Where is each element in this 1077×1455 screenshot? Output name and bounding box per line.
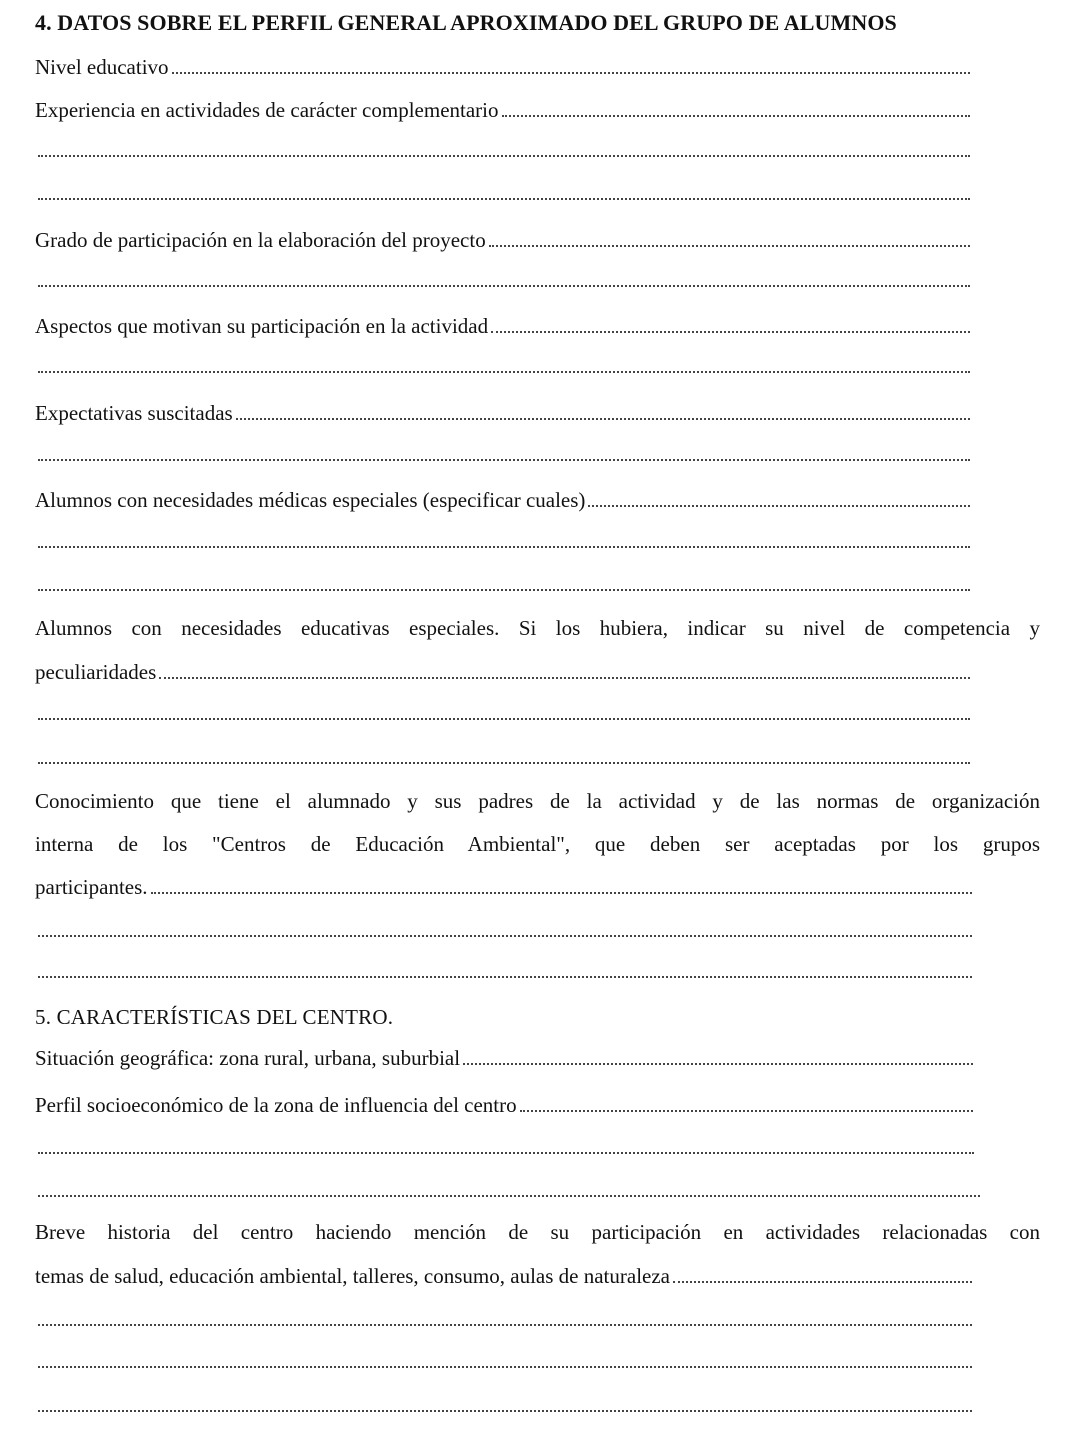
perfil-socio-label: Perfil socioeconómico de la zona de influencia del centro [35,1093,517,1117]
nee-label: peculiaridades [35,660,157,684]
necesidades-medicas-blank-line-2[interactable] [38,589,970,591]
fill-line [491,331,970,333]
nivel-educativo-label: Nivel educativo [35,55,169,79]
perfil-socio-field[interactable] [35,1092,973,1118]
experiencia-blank-line-1[interactable] [38,155,970,157]
fill-line [463,1063,973,1065]
historia-label: temas de salud, educación ambiental, talleres, consumo, aulas de naturaleza [35,1264,670,1288]
conocimiento-line-2: interna de los "Centros de Educación Ambiental", que deben ser aceptadas por los grupos [35,832,1040,856]
aspectos-motivan-field[interactable] [35,313,970,339]
experiencia-blank-line-2[interactable] [38,198,970,200]
expectativas-blank-line[interactable] [38,459,970,461]
grado-participacion-field[interactable] [35,227,970,253]
nee-blank-line-1[interactable] [38,718,970,720]
necesidades-medicas-label: Alumnos con necesidades médicas especiales (especificar cuales) [35,488,586,512]
aspectos-motivan-label: Aspectos que motivan su participación en la actividad [35,314,489,338]
conocimiento-blank-line-1[interactable] [38,935,972,937]
historia-blank-line-1[interactable] [38,1324,972,1326]
fill-line [236,418,970,420]
section-4-title: 4. DATOS SOBRE EL PERFIL GENERAL APROXIMADO DEL GRUPO DE ALUMNOS [35,10,897,35]
experiencia-field[interactable] [35,97,970,123]
fill-line [520,1110,973,1112]
expectativas-label: Expectativas suscitadas [35,401,233,425]
fill-line [151,892,972,894]
conocimiento-blank-line-2[interactable] [38,976,972,978]
conocimiento-line-1: Conocimiento que tiene el alumnado y sus padres de la actividad y de las normas de organización [35,789,1040,813]
fill-line [489,245,970,247]
necesidades-medicas-field[interactable] [35,487,970,513]
nee-field[interactable] [35,659,970,685]
historia-line-1: Breve historia del centro haciendo mención de su participación en actividades relacionadas con [35,1220,1040,1244]
historia-blank-line-2[interactable] [38,1366,972,1368]
grado-participacion-blank-line[interactable] [38,285,970,287]
nivel-educativo-field[interactable] [35,54,970,80]
fill-line [502,115,971,117]
experiencia-label: Experiencia en actividades de carácter complementario [35,98,499,122]
grado-participacion-label: Grado de participación en la elaboración del proyecto [35,228,486,252]
conocimiento-label: participantes. [35,875,148,899]
fill-line [673,1281,972,1283]
section-5-title: 5. CARACTERÍSTICAS DEL CENTRO. [35,1005,394,1029]
historia-field[interactable] [35,1263,972,1289]
nee-blank-line-2[interactable] [38,762,970,764]
situacion-label: Situación geográfica: zona rural, urbana, suburbial [35,1046,461,1070]
fill-line [172,72,970,74]
perfil-socio-blank-line-2[interactable] [38,1195,980,1197]
perfil-socio-blank-line-1[interactable] [38,1152,974,1154]
expectativas-field[interactable] [35,400,970,426]
fill-line [588,505,970,507]
aspectos-motivan-blank-line[interactable] [38,371,970,373]
conocimiento-field[interactable] [35,874,972,900]
situacion-field[interactable] [35,1045,973,1071]
fill-line [159,677,970,679]
historia-blank-line-3[interactable] [38,1410,972,1412]
nee-line-1: Alumnos con necesidades educativas especiales. Si los hubiera, indicar su nivel de competencia y [35,616,1040,640]
necesidades-medicas-blank-line-1[interactable] [38,546,970,548]
